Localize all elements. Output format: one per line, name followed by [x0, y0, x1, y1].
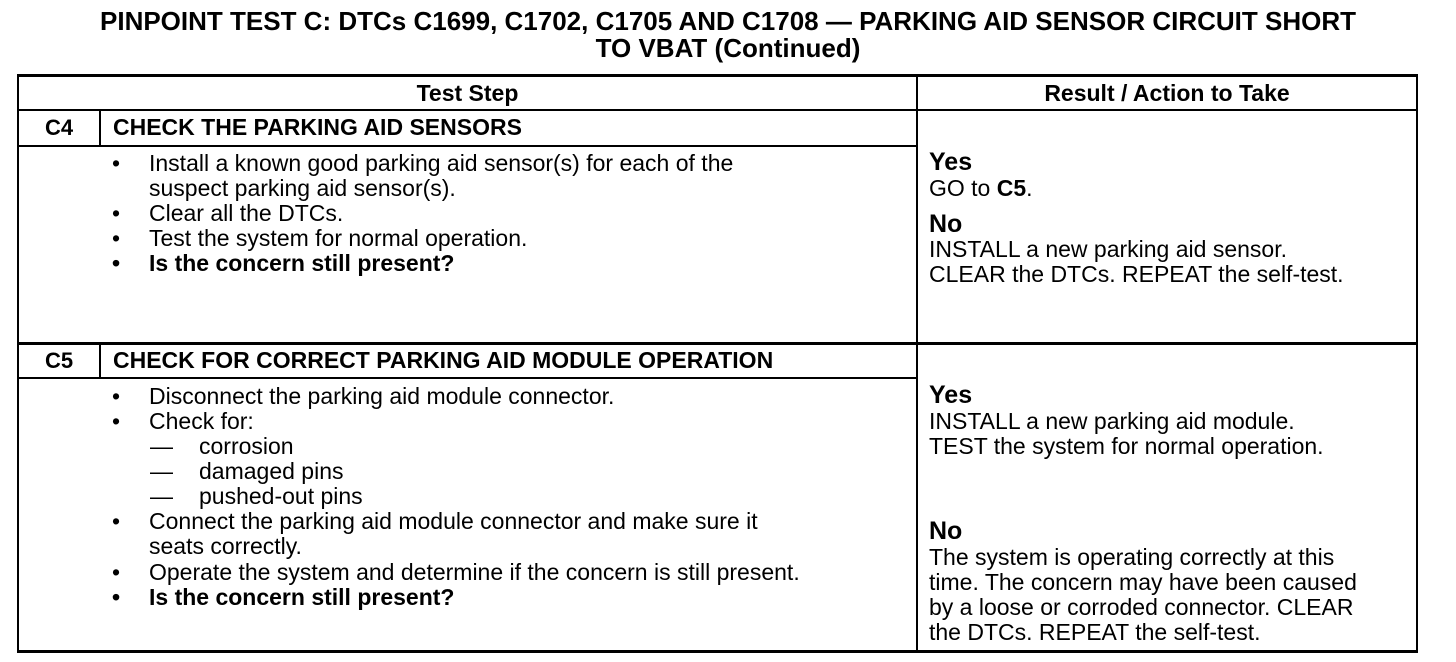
table-border-right — [1416, 74, 1418, 653]
c5-instruction-3-cont: seats correctly. — [149, 533, 302, 559]
c5-title-divider — [17, 377, 918, 379]
c5-yes-label: Yes — [929, 381, 973, 409]
table-border-bottom — [17, 650, 1418, 653]
c5-instruction-3: Connect the parking aid module connector and make sure it — [149, 508, 758, 534]
c5-check-damaged-pins: damaged pins — [199, 458, 344, 484]
c4-yes-suffix: . — [1026, 175, 1033, 201]
bullet: • — [112, 408, 121, 434]
step-id-c4: C4 — [44, 115, 74, 140]
c4-instruction-1: Install a known good parking aid sensor(s) for each of the — [149, 150, 734, 176]
bullet: • — [112, 200, 121, 226]
c4-no-action-1: INSTALL a new parking aid sensor. — [929, 236, 1287, 262]
header-test-step: Test Step — [416, 80, 519, 106]
step-title-c5: CHECK FOR CORRECT PARKING AID MODULE OPERATION — [113, 347, 774, 373]
header-result-action: Result / Action to Take — [1044, 80, 1290, 106]
bullet: • — [112, 150, 121, 176]
c5-no-action-4: the DTCs. REPEAT the self-test. — [929, 619, 1261, 645]
c5-no-action-2: time. The concern may have been caused — [929, 569, 1357, 595]
dash: — — [150, 433, 173, 459]
c5-instruction-4: Operate the system and determine if the concern is still present. — [149, 559, 800, 585]
bullet: • — [112, 225, 121, 251]
bullet: • — [112, 508, 121, 534]
c4-instruction-2: Clear all the DTCs. — [149, 200, 344, 226]
bullet: • — [112, 383, 121, 409]
c5-instruction-2: Check for: — [149, 408, 254, 434]
c4-instruction-3: Test the system for normal operation. — [149, 225, 528, 251]
page-title-continued: TO VBAT (Continued) — [595, 33, 861, 63]
c4-yes-action — [929, 176, 1033, 201]
c5-yes-action-2: TEST the system for normal operation. — [929, 433, 1324, 459]
c4-yes-prefix: GO to — [929, 175, 997, 201]
c4-no-action-2: CLEAR the DTCs. REPEAT the self-test. — [929, 261, 1344, 287]
c4-instruction-1-cont: suspect parking aid sensor(s). — [149, 175, 456, 201]
c4-title-divider — [17, 145, 918, 147]
step-title-c4: CHECK THE PARKING AID SENSORS — [113, 114, 522, 140]
c5-question: Is the concern still present? — [149, 584, 455, 610]
c4-no-label: No — [929, 210, 963, 238]
c5-no-action-3: by a loose or corroded connector. CLEAR — [929, 594, 1354, 620]
c4-yes-target: C5 — [996, 175, 1027, 201]
dash: — — [150, 458, 173, 484]
c5-check-corrosion: corrosion — [199, 433, 294, 459]
c5-no-label: No — [929, 517, 963, 545]
c5-yes-action-1: INSTALL a new parking aid module. — [929, 408, 1295, 434]
c5-instruction-1: Disconnect the parking aid module connector. — [149, 383, 615, 409]
column-divider — [916, 74, 918, 653]
c5-no-action-1: The system is operating correctly at this — [929, 544, 1335, 570]
bullet: • — [112, 250, 121, 276]
c4-question: Is the concern still present? — [149, 250, 455, 276]
c5-check-pushed-out-pins: pushed-out pins — [199, 483, 363, 509]
c4-yes-label: Yes — [929, 148, 973, 176]
page-title: PINPOINT TEST C: DTCs C1699, C1702, C1705 AND C1708 — PARKING AID SENSOR CIRCUIT SHORT — [100, 6, 1356, 36]
bullet: • — [112, 584, 121, 610]
dash: — — [150, 483, 173, 509]
bullet: • — [112, 559, 121, 585]
step-id-c5: C5 — [44, 348, 74, 373]
